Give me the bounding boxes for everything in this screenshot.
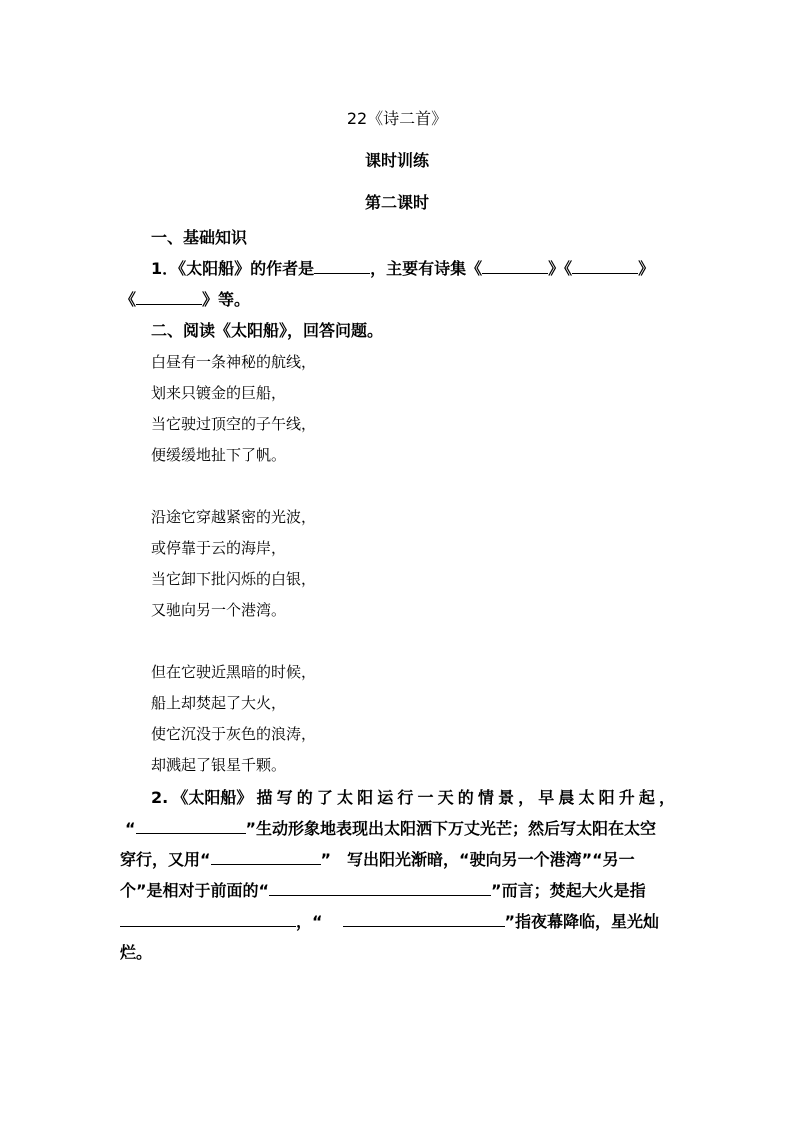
poem-line: 又驰向另一个港湾。: [151, 601, 287, 619]
poem-line: 却溅起了银星千颗。: [151, 756, 287, 774]
q1-text-c: 》《: [548, 259, 573, 278]
q1-text-d: 》: [638, 259, 655, 278]
q2-text: ，“: [296, 912, 323, 931]
q2-line1-token: 晨: [558, 788, 575, 807]
question-1-line-1: [151, 259, 654, 279]
q2-line1-token: ，: [518, 788, 535, 807]
q2-line1-token: 的: [457, 788, 474, 807]
q1-text-a: 1．《太阳船》的作者是: [151, 259, 315, 278]
q1-blank-author[interactable]: [314, 259, 370, 274]
q2-line1-token: 早: [538, 788, 555, 807]
poem-line: 划来只镀金的巨船，: [151, 384, 287, 402]
q2-line1-token: 阳: [598, 788, 615, 807]
q2-blank-2[interactable]: [211, 850, 321, 865]
question-2-line-4: [120, 881, 646, 901]
q1-blank-collection-2[interactable]: [572, 259, 638, 274]
q2-line1-token: 写: [276, 788, 293, 807]
question-1-line-2: [120, 290, 250, 310]
poem-line: 便缓缓地扯下了帆。: [151, 446, 287, 464]
q2-blank-1[interactable]: [136, 819, 246, 834]
q2-line1-token: 2.: [151, 788, 169, 807]
question-2-line-3: [120, 850, 635, 870]
poem-line: 船上却焚起了大火，: [151, 694, 287, 712]
q1-text-b: ，主要有诗集《: [370, 259, 483, 278]
q2-text: ”指夜幕降临，星光灿: [504, 912, 660, 931]
poem-line: 沿途它穿越紧密的光波，: [151, 508, 317, 526]
q2-line1-token: 起: [638, 788, 655, 807]
q2-line1-token: 一: [417, 788, 434, 807]
q2-line1-token: 的: [296, 788, 313, 807]
q2-line1-token: 升: [618, 788, 635, 807]
section-1-heading: 一、基础知识: [151, 228, 248, 247]
q1-blank-collection-1[interactable]: [482, 259, 548, 274]
q2-text: 个”是相对于前面的“: [120, 881, 270, 900]
poem-line: 白昼有一条神秘的航线，: [151, 353, 317, 371]
q2-line1-token: 景: [497, 788, 514, 807]
poem-line: 或停靠于云的海岸，: [151, 539, 287, 557]
page-title: 22《诗二首》: [346, 109, 448, 128]
q2-text: 穿行，又用“: [120, 850, 211, 869]
q2-line1-token: ，: [658, 788, 675, 807]
q2-line1-token: 描: [256, 788, 273, 807]
q2-text: ”生动形象地表现出太阳洒下万丈光芒；然后写太阳在太空: [245, 819, 657, 838]
question-2-line-5: [120, 912, 659, 932]
q2-line1-token: 行: [397, 788, 414, 807]
q1-blank-collection-3[interactable]: [136, 290, 202, 305]
q2-line1-token: 运: [377, 788, 394, 807]
poem-line: 但在它驶近黑暗的时候，: [151, 663, 317, 681]
q2-line1-token: 太: [578, 788, 595, 807]
q2-text: “: [125, 819, 136, 838]
q2-blank-5[interactable]: [343, 912, 505, 927]
q2-line1-token: 阳: [357, 788, 374, 807]
poem-line: 当它驶过顶空的子午线，: [151, 415, 317, 433]
question-2-line-6: 烂。: [120, 943, 153, 962]
q2-line1-token: 天: [437, 788, 454, 807]
question-2-line-2: [125, 819, 656, 839]
section-2-heading: 二、阅读《太阳船》，回答问题。: [151, 321, 384, 340]
poem-line: 使它沉没于灰色的浪涛，: [151, 725, 317, 743]
q2-line1-token: 了: [316, 788, 333, 807]
question-2-line-1: [151, 788, 675, 808]
q1-text-f: 》等。: [202, 290, 251, 309]
poem-line: 当它卸下批闪烁的白银，: [151, 570, 317, 588]
q2-line1-token: 太: [336, 788, 353, 807]
q2-blank-3[interactable]: [269, 881, 491, 896]
q2-text: ”而言；焚起大火是指: [491, 881, 646, 900]
page-subtitle: 课时训练: [364, 151, 429, 170]
q2-blank-4[interactable]: [120, 912, 296, 927]
q1-text-e: 《: [120, 290, 137, 309]
lesson-label: 第二课时: [364, 193, 429, 212]
q2-text: ” 写出阳光渐暗，“驶向另一个港湾”“另一: [320, 850, 635, 869]
q2-line1-token: 《太阳船》: [172, 788, 253, 807]
q2-line1-token: 情: [477, 788, 494, 807]
